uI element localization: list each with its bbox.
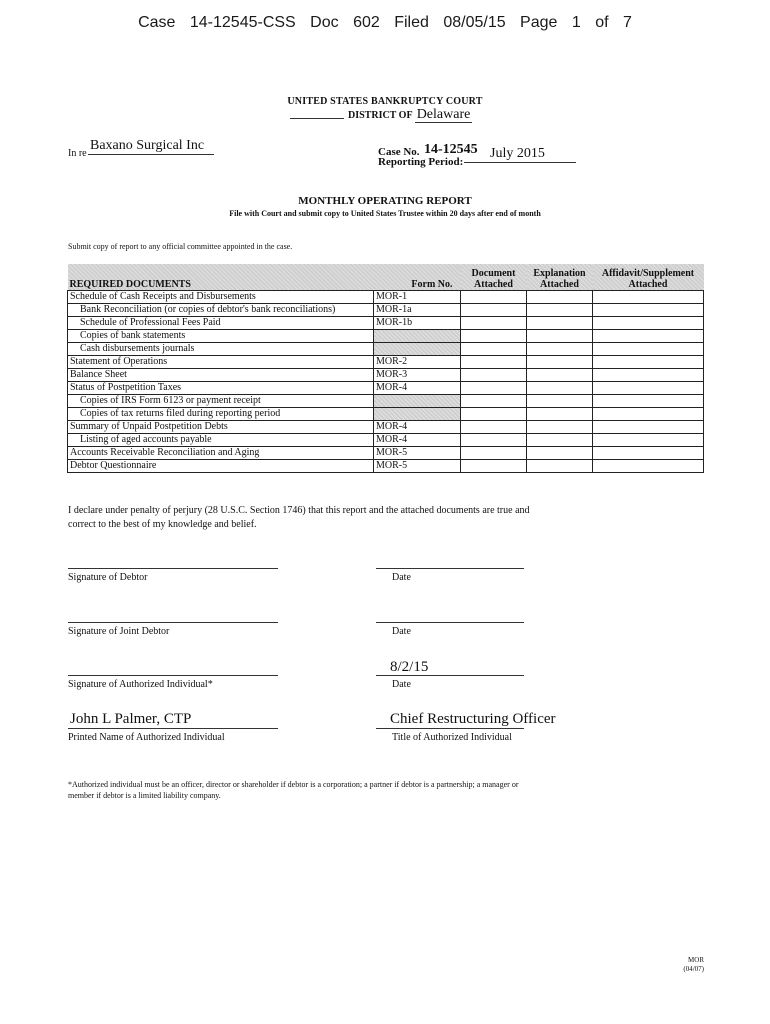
row-form-no: MOR-3 — [374, 369, 461, 382]
table-row — [68, 369, 704, 382]
row-form-no: MOR-5 — [374, 447, 461, 460]
table-row — [68, 408, 704, 421]
table-row — [68, 304, 704, 317]
row-document: Status of Postpetition Taxes — [68, 382, 374, 395]
explanation-attached-cell[interactable] — [527, 369, 593, 382]
debtor-date-label: Date — [392, 572, 411, 583]
affidavit-attached-cell[interactable] — [593, 343, 704, 356]
document-attached-cell[interactable] — [461, 421, 527, 434]
title-label: Title of Authorized Individual — [392, 732, 512, 743]
header-document-attached: Document Attached — [461, 264, 527, 291]
printed-name-value: John L Palmer, CTP — [70, 711, 192, 727]
explanation-attached-cell[interactable] — [527, 460, 593, 473]
document-attached-cell[interactable] — [461, 369, 527, 382]
affidavit-attached-cell[interactable] — [593, 460, 704, 473]
header-required-documents: REQUIRED DOCUMENTS — [68, 264, 374, 291]
table-row — [68, 434, 704, 447]
affidavit-attached-cell[interactable] — [593, 291, 704, 304]
affidavit-attached-cell[interactable] — [593, 317, 704, 330]
document-attached-cell[interactable] — [461, 460, 527, 473]
district-label: DISTRICT OF — [348, 110, 413, 121]
row-form-no: MOR-1 — [374, 291, 461, 304]
row-document: Copies of tax returns filed during reporting period — [68, 408, 374, 421]
table-row — [68, 356, 704, 369]
affidavit-attached-cell[interactable] — [593, 408, 704, 421]
row-form-no-shaded — [374, 343, 461, 356]
report-subtitle: File with Court and submit copy to United States Trustee within 20 days after end of month — [229, 209, 541, 218]
document-attached-cell[interactable] — [461, 304, 527, 317]
header-explanation-attached: Explanation Attached — [527, 264, 593, 291]
debtor-name: Baxano Surgical Inc — [88, 138, 214, 155]
explanation-attached-cell[interactable] — [527, 382, 593, 395]
affidavit-attached-cell[interactable] — [593, 447, 704, 460]
signed-date-value: 8/2/15 — [390, 659, 429, 675]
affidavit-attached-cell[interactable] — [593, 330, 704, 343]
printed-name-label: Printed Name of Authorized Individual — [68, 732, 225, 743]
document-attached-cell[interactable] — [461, 395, 527, 408]
table-row — [68, 460, 704, 473]
form-code — [660, 956, 704, 974]
debtor-signature-line[interactable] — [68, 568, 278, 569]
header-affidavit-attached: Affidavit/Supplement Attached — [593, 264, 704, 291]
row-form-no: MOR-4 — [374, 382, 461, 395]
joint-signature-label: Signature of Joint Debtor — [68, 626, 170, 637]
table-row — [68, 343, 704, 356]
explanation-attached-cell[interactable] — [527, 408, 593, 421]
explanation-attached-cell[interactable] — [527, 304, 593, 317]
affidavit-attached-cell[interactable] — [593, 369, 704, 382]
document-attached-cell[interactable] — [461, 356, 527, 369]
explanation-attached-cell[interactable] — [527, 421, 593, 434]
district-value: Delaware — [416, 107, 471, 122]
row-document: Debtor Questionnaire — [68, 460, 374, 473]
case-number-label: Case No. — [378, 146, 420, 158]
row-form-no-shaded — [374, 330, 461, 343]
table-header-row — [68, 264, 704, 291]
authorized-signature-line[interactable] — [68, 675, 278, 676]
printed-name-line[interactable] — [68, 728, 278, 729]
row-form-no: MOR-2 — [374, 356, 461, 369]
authorization-footnote: *Authorized individual must be an officer, director or shareholder if debtor is a corporation; a partner if debtor is a partnership; a manager or member if debtor is a limited liability company. — [68, 780, 519, 800]
joint-date-label: Date — [392, 626, 411, 637]
explanation-attached-cell[interactable] — [527, 330, 593, 343]
affidavit-attached-cell[interactable] — [593, 356, 704, 369]
authorized-signature-label: Signature of Authorized Individual* — [68, 679, 213, 690]
debtor-date-line[interactable] — [376, 568, 524, 569]
authorized-date-label: Date — [392, 679, 411, 690]
affidavit-attached-cell[interactable] — [593, 434, 704, 447]
document-attached-cell[interactable] — [461, 434, 527, 447]
affidavit-attached-cell[interactable] — [593, 421, 704, 434]
case-number-value: 14-12545 — [424, 142, 478, 157]
explanation-attached-cell[interactable] — [527, 343, 593, 356]
title-line[interactable] — [376, 728, 524, 729]
row-form-no: MOR-1a — [374, 304, 461, 317]
report-title: MONTHLY OPERATING REPORT — [298, 195, 472, 207]
row-document: Statement of Operations — [68, 356, 374, 369]
document-attached-cell[interactable] — [461, 343, 527, 356]
row-document: Copies of bank statements — [68, 330, 374, 343]
debtor-signature-label: Signature of Debtor — [68, 572, 148, 583]
row-form-no: MOR-1b — [374, 317, 461, 330]
row-form-no-shaded — [374, 395, 461, 408]
committee-note: Submit copy of report to any official committee appointed in the case. — [68, 242, 293, 251]
document-attached-cell[interactable] — [461, 330, 527, 343]
affidavit-attached-cell[interactable] — [593, 395, 704, 408]
header-form-no: Form No. — [374, 264, 461, 291]
explanation-attached-cell[interactable] — [527, 317, 593, 330]
document-attached-cell[interactable] — [461, 317, 527, 330]
required-documents-table — [67, 264, 704, 473]
explanation-attached-cell[interactable] — [527, 291, 593, 304]
row-form-no: MOR-4 — [374, 434, 461, 447]
table-row — [68, 395, 704, 408]
row-form-no-shaded — [374, 408, 461, 421]
table-row — [68, 421, 704, 434]
court-title: UNITED STATES BANKRUPTCY COURT — [287, 96, 483, 107]
reporting-period-value: July 2015 — [464, 146, 576, 163]
row-document: Schedule of Professional Fees Paid — [68, 317, 374, 330]
row-document: Summary of Unpaid Postpetition Debts — [68, 421, 374, 434]
authorized-date-line[interactable] — [376, 675, 524, 676]
reporting-period-label: Reporting Period: — [378, 156, 464, 168]
explanation-attached-cell[interactable] — [527, 395, 593, 408]
explanation-attached-cell[interactable] — [527, 447, 593, 460]
joint-date-line[interactable] — [376, 622, 524, 623]
perjury-declaration: I declare under penalty of perjury (28 U.S.C. Section 1746) that this report and the attached documents are true and correct to the best of my knowledge and belief. — [68, 505, 530, 530]
row-document: Cash disbursements journals — [68, 343, 374, 356]
document-attached-cell[interactable] — [461, 447, 527, 460]
row-document: Accounts Receivable Reconciliation and Aging — [68, 447, 374, 460]
district-blank-line — [290, 118, 344, 119]
table-row — [68, 447, 704, 460]
table-row — [68, 317, 704, 330]
row-document: Listing of aged accounts payable — [68, 434, 374, 447]
table-row — [68, 330, 704, 343]
joint-signature-line[interactable] — [68, 622, 278, 623]
district-line — [290, 107, 472, 123]
row-form-no: MOR-5 — [374, 460, 461, 473]
explanation-attached-cell[interactable] — [527, 434, 593, 447]
row-form-no: MOR-4 — [374, 421, 461, 434]
affidavit-attached-cell[interactable] — [593, 304, 704, 317]
in-re-label: In re — [68, 148, 87, 159]
table-row — [68, 291, 704, 304]
court-filing-stamp: Case 14-12545-CSS Doc 602 Filed 08/05/15 Page 1 of 7 — [138, 14, 632, 31]
explanation-attached-cell[interactable] — [527, 356, 593, 369]
row-document: Schedule of Cash Receipts and Disbursements — [68, 291, 374, 304]
row-document: Bank Reconciliation (or copies of debtor's bank reconciliations) — [68, 304, 374, 317]
affidavit-attached-cell[interactable] — [593, 382, 704, 395]
document-attached-cell[interactable] — [461, 382, 527, 395]
title-value: Chief Restructuring Officer — [390, 711, 556, 727]
form-code-name: MOR — [688, 956, 704, 964]
document-attached-cell[interactable] — [461, 291, 527, 304]
document-attached-cell[interactable] — [461, 408, 527, 421]
row-document: Balance Sheet — [68, 369, 374, 382]
form-code-version: (04/07) — [683, 965, 704, 973]
row-document: Copies of IRS Form 6123 or payment receipt — [68, 395, 374, 408]
table-row — [68, 382, 704, 395]
